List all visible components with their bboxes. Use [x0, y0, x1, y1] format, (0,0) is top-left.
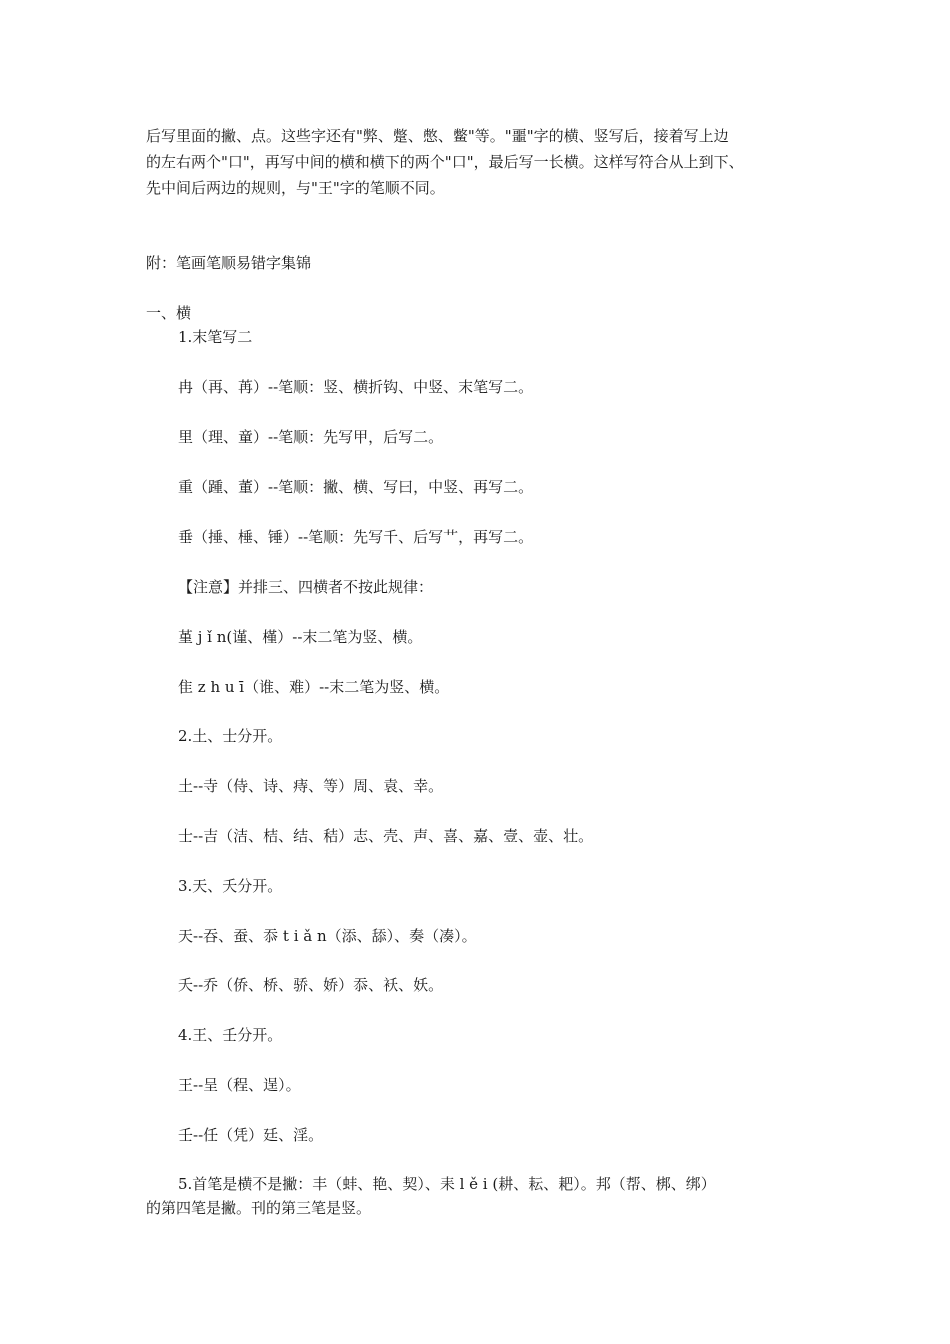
item-3-title: 3.天、夭分开。: [178, 877, 283, 895]
appendix-title: 附：笔画笔顺易错字集锦: [146, 254, 312, 272]
item-1-line-3: 重（踵、董）--笔顺：撇、横、写曰，中竖、再写二。: [178, 478, 534, 496]
item-5-line-2: 的第四笔是撇。刊的第三笔是竖。: [146, 1199, 372, 1217]
intro-line-2: 的左右两个"口"，再写中间的横和横下的两个"口"，最后写一长横。这样写符合从上到下、: [146, 153, 744, 171]
item-1-line-1: 冉（再、苒）--笔顺：竖、横折钩、中竖、末笔写二。: [178, 378, 534, 396]
item-1-line-4: 垂（捶、棰、锤）--笔顺：先写千、后写艹，再写二。: [178, 528, 534, 546]
item-1-note-line-1: 堇 j ǐ n(谨、槿）--末二笔为竖、横。: [178, 628, 423, 646]
item-4-title: 4.王、壬分开。: [178, 1026, 283, 1044]
intro-line-1: 后写里面的撇、点。这些字还有"弊、蹩、憋、鳖"等。"噩"字的横、竖写后，接着写上边: [146, 127, 729, 145]
intro-line-3: 先中间后两边的规则，与"王"字的笔顺不同。: [146, 179, 445, 197]
item-1-title: 1.末笔写二: [178, 328, 253, 346]
item-1-note-line-2: 隹 z h u ī（谁、难）--末二笔为竖、横。: [178, 678, 450, 696]
item-4-line-2: 壬--任（凭）廷、淫。: [178, 1126, 324, 1144]
item-2-title: 2.土、士分开。: [178, 727, 283, 745]
section-heading: 一、横: [146, 304, 192, 322]
item-3-line-1: 天--吞、蚕、忝 t i ǎ n（添、舔）、奏（凑）。: [178, 927, 477, 945]
item-4-line-1: 王--呈（程、逞）。: [178, 1076, 301, 1094]
item-2-line-1: 土--寺（侍、诗、痔、等）周、袁、幸。: [178, 777, 444, 795]
item-3-line-2: 夭--乔（侨、桥、骄、娇）忝、袄、妖。: [178, 976, 444, 994]
item-5-line-1: 5.首笔是横不是撇：丰（蚌、艳、契）、耒 l ě i (耕、耘、耙）。邦（帮、梆、绑）: [178, 1175, 716, 1193]
item-1-line-2: 里（理、童）--笔顺：先写甲，后写二。: [178, 428, 444, 446]
item-2-line-2: 士--吉（洁、桔、结、秸）志、壳、声、喜、嘉、壹、壶、壮。: [178, 827, 594, 845]
item-1-note: 【注意】并排三、四横者不按此规律：: [178, 578, 434, 596]
